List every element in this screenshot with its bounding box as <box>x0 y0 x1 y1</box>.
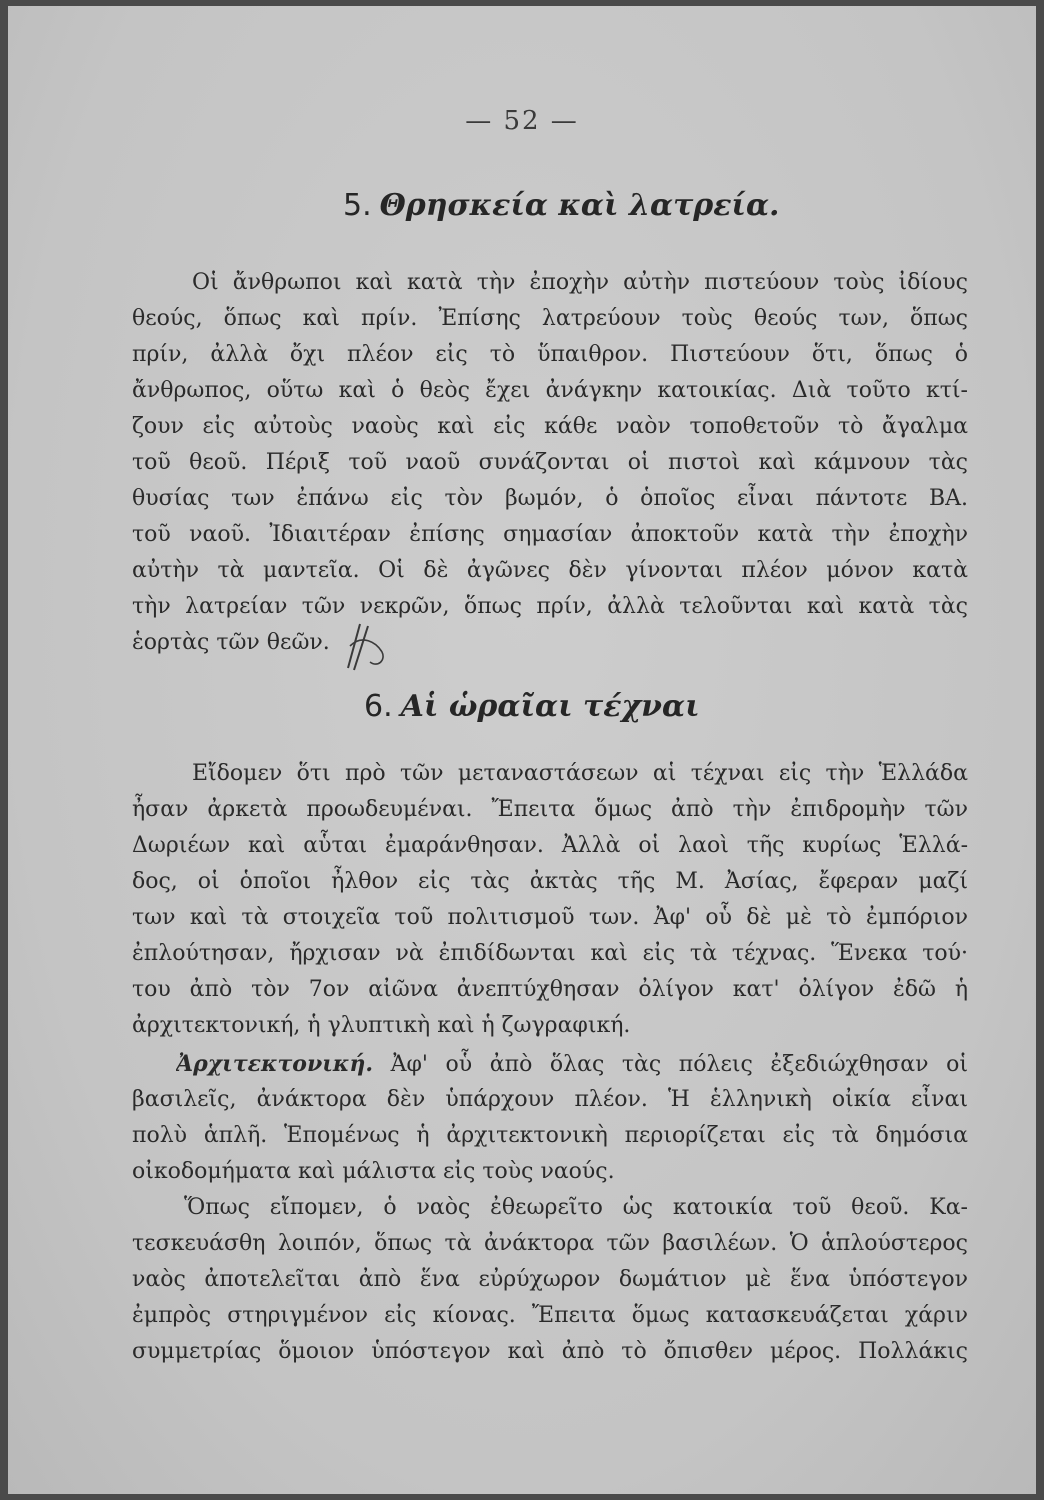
text-line: τεσκευάσθη λοιπόν, ὅπως τὰ ἀνάκτορα τῶν βασιλέων. Ὁ ἁπλούστερος <box>132 1231 968 1256</box>
text-line: αὐτὴν τὰ μαντεῖα. Οἱ δὲ ἀγῶνες δὲν γίνονται πλέον μόνον κατὰ <box>132 558 968 583</box>
text-line: θυσίας των ἐπάνω εἰς τὸν βωμόν, ὁ ὁποῖος εἶναι πάντοτε ΒΑ. <box>132 486 968 511</box>
section-5-title: Θρησκεία καὶ λατρεία. <box>379 188 780 223</box>
text-line: συμμετρίας ὅμοιον ὑπόστεγον καὶ ἀπὸ τὸ ὄπισθεν μέρος. Πολλάκις <box>132 1339 968 1364</box>
text-line: βασιλεῖς, ἀνάκτορα δὲν ὑπάρχουν πλέον. Ἡ ἑλληνικὴ οἰκία εἶναι <box>132 1087 968 1112</box>
text-line-rest: Ἀφ' οὗ ἀπὸ ὅλας τὰς πόλεις ἐξεδιώχθησαν οἱ <box>390 1052 968 1077</box>
text-line: του ἀπὸ τὸν 7ον αἰῶνα ἀνεπτύχθησαν ὀλίγον κατ' ὀλίγον ἐδῶ ἡ <box>132 977 968 1002</box>
text-line: τὴν λατρείαν τῶν νεκρῶν, ὅπως πρίν, ἀλλὰ τελοῦνται καὶ κατὰ τὰς <box>132 594 968 619</box>
text-line: ἄνθρωπος, οὕτω καὶ ὁ θεὸς ἔχει ἀνάγκην κατοικίας. Διὰ τοῦτο κτί- <box>132 378 968 403</box>
text-line: πρίν, ἀλλὰ ὄχι πλέον εἰς τὸ ὕπαιθρον. Πιστεύουν ὅτι, ὅπως ὁ <box>132 342 968 367</box>
text-line: ἦσαν ἀρκετὰ προωδευμέναι. Ἔπειτα ὅμως ἀπὸ τὴν ἐπιδρομὴν τῶν <box>132 797 968 822</box>
text-line <box>176 1046 968 1082</box>
text-line: Δωριέων καὶ αὗται ἐμαράνθησαν. Ἀλλὰ οἱ λαοὶ τῆς κυρίως Ἑλλά- <box>132 833 968 858</box>
text-line: τοῦ θεοῦ. Πέριξ τοῦ ναοῦ συνάζονται οἱ πιστοὶ καὶ κάμνουν τὰς <box>132 450 968 475</box>
text-line: ναὸς ἀποτελεῖται ἀπὸ ἕνα εὐρύχωρον δωμάτιον μὲ ἕνα ὑπόστεγον <box>132 1267 968 1292</box>
text-line: ἐπλούτησαν, ἤρχισαν νὰ ἐπιδίδωνται καὶ εἰς τὰ τέχνας. Ἕνεκα τού· <box>132 941 968 966</box>
text-line: Οἱ ἄνθρωποι καὶ κατὰ τὴν ἐποχὴν αὐτὴν πιστεύουν τοὺς ἰδίους <box>192 270 968 295</box>
architecture-label: Ἀρχιτεκτονική. <box>176 1051 374 1077</box>
text-line: ζουν εἰς αὐτοὺς ναοὺς καὶ εἰς κάθε ναὸν τοποθετοῦν τὸ ἄγαλμα <box>132 414 968 439</box>
text-line: θεούς, ὅπως καὶ πρίν. Ἐπίσης λατρεύουν τοὺς θεούς των, ὅπως <box>132 306 968 331</box>
text-line: ἑορτὰς τῶν θεῶν. <box>132 630 330 655</box>
text-line: των καὶ τὰ στοιχεῖα τοῦ πολιτισμοῦ των. Ἀφ' οὗ δὲ μὲ τὸ ἐμπόριον <box>132 905 968 930</box>
text-line: ἐμπρὸς στηριγμένον εἰς κίονας. Ἔπειτα ὅμως κατασκευάζεται χάριν <box>132 1303 968 1328</box>
text-line: τοῦ ναοῦ. Ἰδιαιτέραν ἐπίσης σημασίαν ἀποκτοῦν κατὰ τὴν ἐποχὴν <box>132 522 968 547</box>
section-6-number: 6. <box>364 689 393 724</box>
text-line: οἰκοδομήματα καὶ μάλιστα εἰς τοὺς ναούς. <box>132 1159 615 1184</box>
page-number: — 52 — <box>465 106 579 136</box>
section-6-heading <box>364 689 700 724</box>
text-line: Ὅπως εἴπομεν, ὁ ναὸς ἐθεωρεῖτο ὡς κατοικία τοῦ θεοῦ. Κα- <box>184 1195 968 1220</box>
section-5-heading <box>343 188 779 223</box>
text-line: δος, οἱ ὁποῖοι ἦλθον εἰς τὰς ἀκτὰς τῆς Μ. Ἀσίας, ἔφεραν μαζί <box>132 869 968 894</box>
text-line: πολὺ ἁπλῆ. Ἑπομένως ἡ ἀρχιτεκτονικὴ περιορίζεται εἰς τὰ δημόσια <box>132 1123 968 1148</box>
text-line: ἀρχιτεκτονική, ἡ γλυπτικὴ καὶ ἡ ζωγραφική. <box>132 1013 631 1038</box>
handwritten-mark <box>342 616 402 676</box>
book-page <box>8 6 1036 1494</box>
section-6-title: Αἱ ὡραῖαι τέχναι <box>400 689 700 724</box>
text-line: Εἴδομεν ὅτι πρὸ τῶν μεταναστάσεων αἱ τέχναι εἰς τὴν Ἑλλάδα <box>192 761 968 786</box>
section-5-number: 5. <box>343 188 372 223</box>
